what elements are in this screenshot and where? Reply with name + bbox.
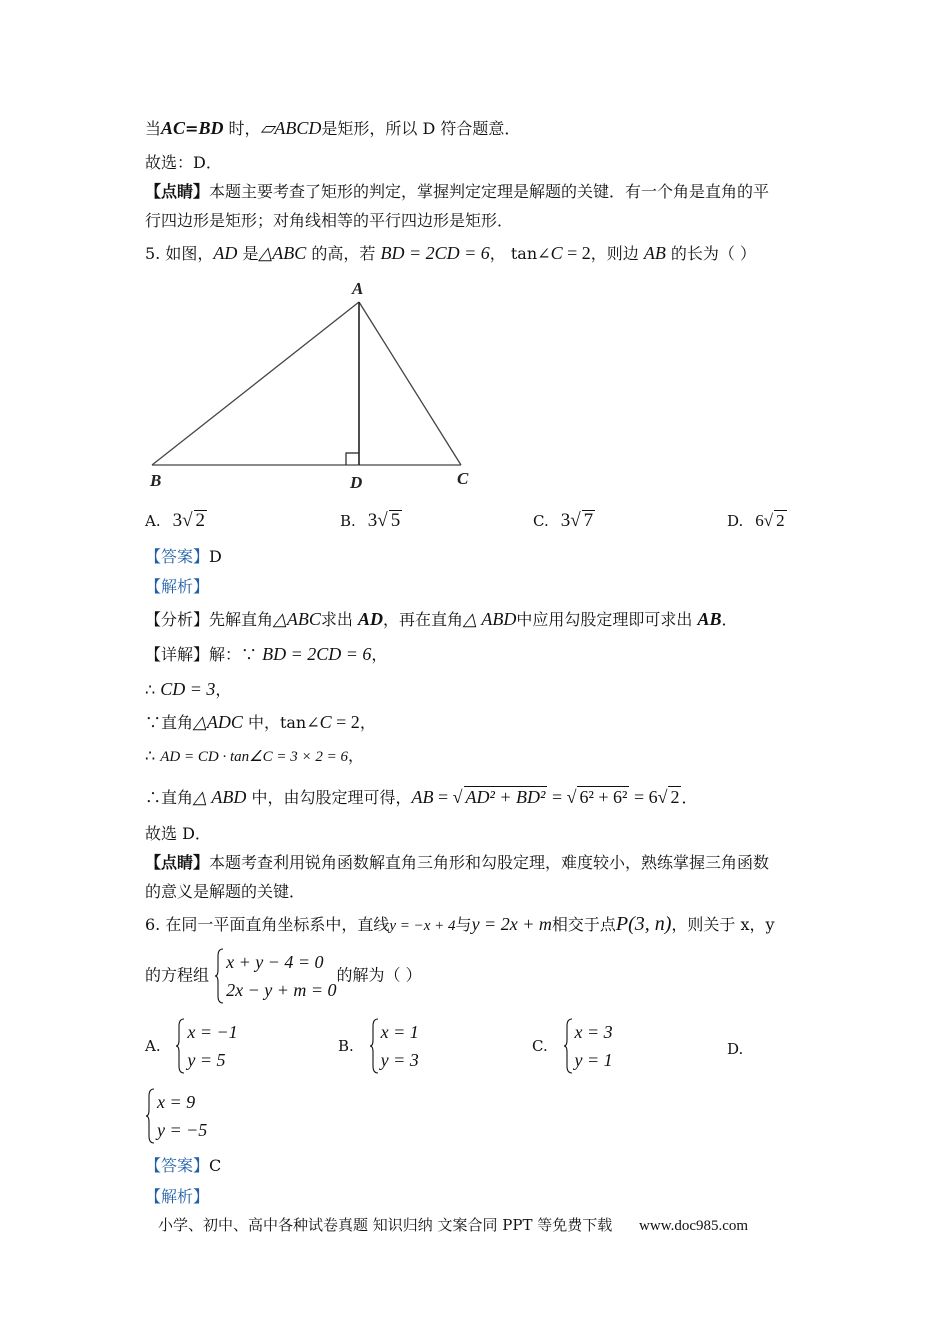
equation-system	[214, 948, 336, 1004]
sqrt-sign: √	[566, 787, 577, 807]
section-tag: 【点睛】	[145, 182, 210, 201]
text: 时，	[223, 119, 261, 138]
triangle-figure	[140, 275, 480, 495]
sqrt-sign: √	[657, 787, 668, 807]
math: △ ABD	[463, 609, 517, 629]
coef: 3	[560, 510, 571, 531]
answer-value: D	[209, 547, 222, 566]
radicand: 2	[670, 787, 680, 807]
analysis-tag: 【解析】	[145, 577, 210, 596]
math: AD	[213, 243, 238, 263]
solution-system	[563, 1018, 613, 1074]
text: 的长为（ ）	[665, 244, 757, 263]
solution-system	[369, 1018, 419, 1074]
option-label: B.	[338, 1037, 354, 1055]
text: ，则边	[590, 244, 644, 263]
fenxi-line	[145, 608, 737, 631]
radicand: 2	[776, 511, 785, 530]
text: 中应用勾股定理即可求出	[516, 610, 698, 629]
coef: 3	[172, 510, 183, 531]
math: ▱ABCD	[260, 118, 322, 138]
question-5	[145, 242, 756, 265]
option-a[interactable]	[145, 1018, 238, 1074]
detail-line-2	[145, 678, 231, 701]
text: 先解直角	[209, 610, 274, 629]
text: ，	[371, 645, 388, 664]
brace-icon	[145, 1088, 155, 1144]
math: C	[319, 712, 332, 732]
math: BD	[198, 118, 224, 138]
sqrt-sign: √	[763, 511, 774, 530]
equation: y = −5	[157, 1120, 208, 1140]
option-label: C.	[532, 1037, 548, 1055]
text: 求出	[320, 610, 358, 629]
solution-system	[175, 1018, 237, 1074]
text: 本题主要考查了矩形的判定，掌握判定定理是解题的关键．有一个角是直角的平	[209, 182, 770, 201]
option-label: A.	[145, 1037, 161, 1055]
text: 本题考查利用锐角函数解直角三角形和勾股定理，难度较小，熟练掌握三角函数	[209, 853, 770, 872]
math: AB	[643, 243, 666, 263]
math: △ADC	[193, 712, 243, 732]
math: =	[185, 119, 199, 138]
math: AB	[411, 787, 434, 807]
equation: y = 5	[187, 1050, 226, 1070]
text-line	[145, 117, 520, 140]
brace-icon	[175, 1018, 185, 1074]
detail-line-4	[145, 745, 364, 768]
footer-text: 小学、初中、高中各种试卷真题 知识归纳 文案合同 PPT 等免费下载	[158, 1216, 613, 1234]
radicand: 7	[583, 510, 594, 531]
label-a: A	[352, 279, 364, 298]
answer-tag: 【答案】	[145, 547, 210, 566]
section-tag: 【分析】	[145, 610, 210, 629]
dianjing-paragraph	[145, 852, 769, 874]
text: 相交于点	[551, 915, 616, 934]
section-tag: 【详解】	[145, 645, 210, 664]
equation: x = −1	[187, 1022, 238, 1042]
text: ，则关于 x，y	[671, 915, 775, 934]
math: △ABC	[273, 609, 321, 629]
option-b[interactable]	[340, 510, 402, 532]
dianjing-paragraph	[145, 181, 769, 203]
option-c[interactable]	[532, 1018, 613, 1074]
equation: x = 3	[574, 1022, 613, 1042]
text: 当	[145, 119, 162, 138]
math: = 2	[331, 712, 360, 732]
math: y = −x + 4	[389, 918, 456, 934]
text: 中，tan∠	[242, 713, 320, 732]
option-c[interactable]	[533, 510, 595, 532]
text: ，	[215, 680, 232, 699]
brace-icon	[563, 1018, 573, 1074]
question-6	[145, 913, 775, 937]
sqrt-sign: √	[452, 787, 463, 807]
math: AD	[357, 609, 383, 629]
section-tag: 【点睛】	[145, 853, 210, 872]
equation: x + y − 4 = 0	[226, 952, 324, 972]
label-c: C	[457, 469, 469, 488]
math: BD = 2CD = 6	[380, 243, 490, 263]
math: = 6	[629, 787, 658, 807]
footer-link[interactable]: www.doc985.com	[639, 1218, 749, 1234]
math: =	[433, 787, 453, 807]
text: 是	[237, 244, 259, 263]
option-label: D.	[727, 1040, 744, 1058]
sqrt-sign: √	[570, 510, 581, 531]
text: ∴直角	[145, 788, 194, 807]
radicand: 5	[390, 510, 401, 531]
math: = 2	[562, 243, 591, 263]
text: 的高，若	[306, 244, 381, 263]
label-b: B	[150, 471, 162, 490]
math: P(3, n)	[615, 913, 672, 935]
solution-system	[145, 1088, 207, 1144]
answer-line	[145, 546, 222, 568]
math: C	[550, 243, 563, 263]
text: ，再在直角	[382, 610, 463, 629]
text: ．	[681, 788, 698, 807]
label-d: D	[350, 473, 363, 492]
text: 5. 如图，	[145, 244, 214, 263]
answer-value: C	[209, 1156, 222, 1175]
text: 与	[455, 915, 472, 934]
text: 的方程组	[145, 965, 210, 985]
text: 6. 在同一平面直角坐标系中，直线	[145, 915, 390, 934]
math: △ ABD	[193, 787, 247, 807]
radicand: 6² + 6²	[579, 787, 628, 807]
sqrt-sign: √	[182, 510, 193, 531]
coef: 3	[367, 510, 378, 531]
math: AC	[161, 118, 186, 138]
text-line: 行四边形是矩形；对角线相等的平行四边形是矩形．	[145, 211, 514, 230]
equation: x = 9	[157, 1092, 196, 1112]
math: BD = 2CD = 6	[262, 644, 372, 664]
math: AD = CD · tan∠C = 3 × 2 = 6	[160, 749, 348, 765]
math: CD = 3	[160, 679, 216, 699]
math: △ABC	[258, 243, 307, 263]
coef: 6	[755, 511, 764, 530]
text: ∴	[145, 680, 161, 699]
detail-line-1	[145, 643, 387, 666]
text: ．	[721, 610, 738, 629]
text: 的解为（ ）	[336, 965, 422, 985]
text: ∴	[145, 746, 161, 765]
option-label: C.	[533, 512, 549, 530]
radicand: 2	[195, 510, 206, 531]
option-label: D.	[727, 512, 744, 530]
option-label: B.	[340, 512, 356, 530]
option-a[interactable]	[145, 510, 207, 532]
question-6-line-2	[145, 948, 422, 1004]
text: ，	[359, 713, 376, 732]
math: =	[547, 787, 567, 807]
option-d[interactable]	[145, 1088, 207, 1144]
text: 中，由勾股定理可得，	[246, 788, 412, 807]
math: AB	[697, 609, 722, 629]
text: ， tan∠	[489, 244, 551, 263]
detail-line-5	[145, 786, 698, 809]
detail-line-3	[145, 711, 376, 734]
equation: y = 1	[574, 1050, 613, 1070]
text: ，	[347, 746, 364, 765]
equation: x = 1	[380, 1022, 419, 1042]
sqrt-sign: √	[377, 510, 388, 531]
text-line: 的意义是解题的关键．	[145, 882, 306, 901]
text: 是矩形，所以 D 符合题意．	[321, 119, 521, 138]
answer-choice-text: 故选 D．	[145, 824, 211, 843]
option-b[interactable]	[338, 1018, 419, 1074]
equation: y = 3	[380, 1050, 419, 1070]
brace-icon	[214, 948, 224, 1004]
option-d[interactable]	[727, 510, 787, 531]
analysis-tag: 【解析】	[145, 1187, 210, 1206]
math: y = 2x + m	[471, 914, 552, 934]
radicand: AD² + BD²	[465, 787, 546, 807]
option-label: A.	[145, 512, 161, 530]
footer	[158, 1214, 748, 1235]
text: 解：∵	[209, 645, 263, 664]
text: ∵直角	[145, 713, 194, 732]
equation: 2x − y + m = 0	[226, 980, 337, 1000]
option-d-label[interactable]	[727, 1040, 743, 1058]
brace-icon	[369, 1018, 379, 1074]
answer-line	[145, 1155, 221, 1177]
answer-tag: 【答案】	[145, 1156, 210, 1175]
answer-choice-text: 故选：D．	[145, 153, 222, 172]
